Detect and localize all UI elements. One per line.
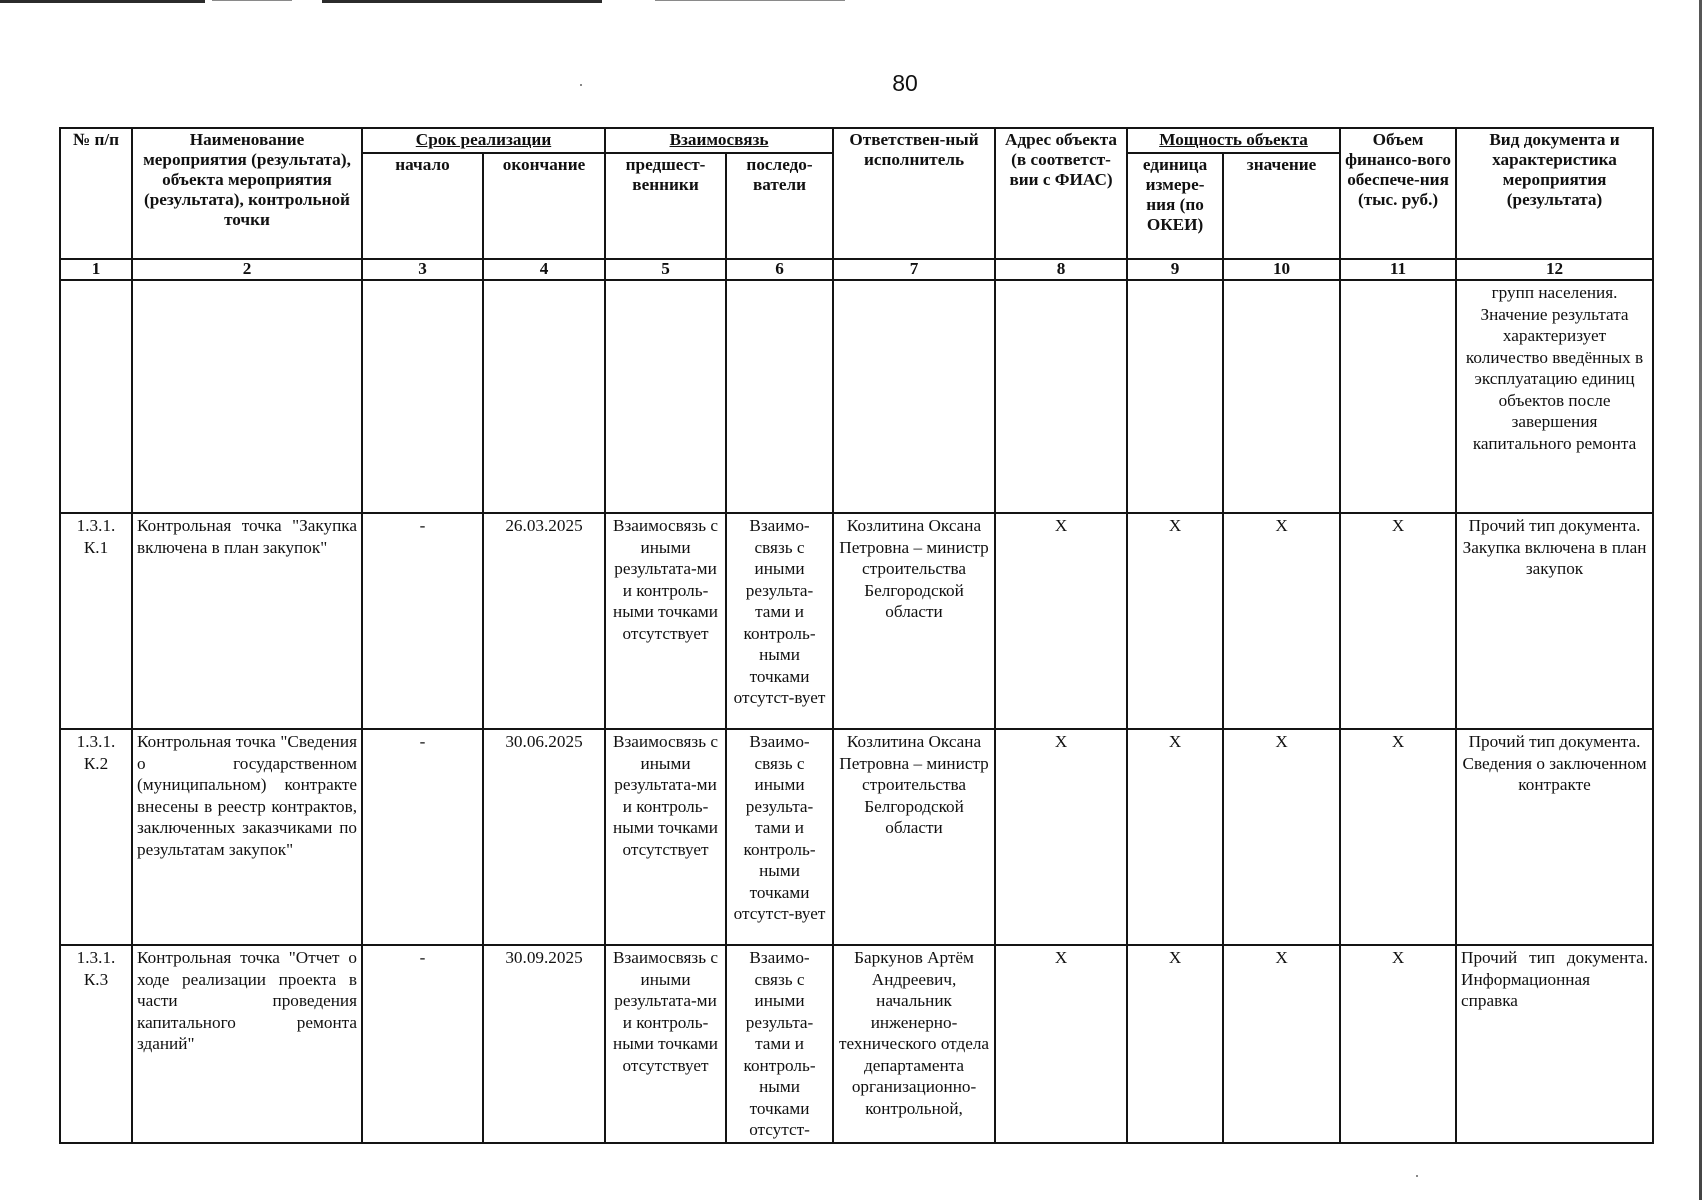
cell-number: 1.3.1. К.1 xyxy=(60,513,132,729)
header-start: начало xyxy=(362,153,483,259)
cell-document: групп населения. Значение результата характеризует количество введённых в эксплуатацию единиц объектов после завершения капитального ремонта xyxy=(1456,280,1653,513)
header-finance: Объем финансо-вого обеспече-ния (тыс. руб.) xyxy=(1340,128,1456,259)
cell-unit xyxy=(1127,280,1223,513)
cell-number: 1.3.1. К.3 xyxy=(60,945,132,1143)
cell-name: Контрольная точка "Закупка включена в план закупок" xyxy=(132,513,362,729)
cell-start: - xyxy=(362,513,483,729)
cell-start: - xyxy=(362,729,483,945)
cell-start xyxy=(362,280,483,513)
cell-address xyxy=(995,280,1127,513)
header-responsible: Ответствен-ный исполнитель xyxy=(833,128,995,259)
cell-finance xyxy=(1340,280,1456,513)
cell-end: 30.06.2025 xyxy=(483,729,605,945)
cell-successors xyxy=(726,280,833,513)
cell-value: Х xyxy=(1223,945,1340,1143)
cell-predecessors xyxy=(605,280,726,513)
header-value: значение xyxy=(1223,153,1340,259)
cell-value: Х xyxy=(1223,513,1340,729)
table-row xyxy=(60,280,1653,513)
header-group-link: Взаимосвязь xyxy=(605,128,833,153)
column-number: 7 xyxy=(833,259,995,280)
column-number: 8 xyxy=(995,259,1127,280)
cell-successors: Взаимо-связь с иными результа-тами и контроль-ными точками отсутст- xyxy=(726,945,833,1143)
cell-finance: Х xyxy=(1340,513,1456,729)
scan-edge-line xyxy=(655,0,845,1)
table-row xyxy=(60,729,1653,945)
cell-document: Прочий тип документа. Закупка включена в план закупок xyxy=(1456,513,1653,729)
column-number: 6 xyxy=(726,259,833,280)
cell-end: 30.09.2025 xyxy=(483,945,605,1143)
cell-predecessors: Взаимосвязь с иными результата-ми и контроль-ными точками отсутствует xyxy=(605,729,726,945)
cell-end xyxy=(483,280,605,513)
activities-table xyxy=(59,127,1654,1144)
column-numbers-row xyxy=(60,259,1653,280)
column-number: 3 xyxy=(362,259,483,280)
column-number: 5 xyxy=(605,259,726,280)
column-number: 1 xyxy=(60,259,132,280)
cell-predecessors: Взаимосвязь с иными результата-ми и контроль-ными точками отсутствует xyxy=(605,513,726,729)
cell-value xyxy=(1223,280,1340,513)
column-number: 11 xyxy=(1340,259,1456,280)
cell-finance: Х xyxy=(1340,729,1456,945)
cell-successors: Взаимо-связь с иными результа-тами и контроль-ными точками отсутст-вует xyxy=(726,729,833,945)
cell-document: Прочий тип документа. Сведения о заключенном контракте xyxy=(1456,729,1653,945)
header-unit: единица измере-ния (по ОКЕИ) xyxy=(1127,153,1223,259)
column-number: 12 xyxy=(1456,259,1653,280)
column-number: 2 xyxy=(132,259,362,280)
cell-document: Прочий тип документа. Информационная справка xyxy=(1456,945,1653,1143)
column-number: 9 xyxy=(1127,259,1223,280)
table-header-row xyxy=(60,128,1653,153)
cell-successors: Взаимо-связь с иными результа-тами и контроль-ными точками отсутст-вует xyxy=(726,513,833,729)
cell-address: Х xyxy=(995,729,1127,945)
cell-number xyxy=(60,280,132,513)
header-group-capacity: Мощность объекта xyxy=(1127,128,1340,153)
cell-number: 1.3.1. К.2 xyxy=(60,729,132,945)
cell-start: - xyxy=(362,945,483,1143)
cell-responsible: Баркунов Артём Андреевич, начальник инженерно-технического отдела департамента организационно-контрольной, xyxy=(833,945,995,1143)
cell-finance: Х xyxy=(1340,945,1456,1143)
header-name: Наименование мероприятия (результата), объекта мероприятия (результата), контрольной точки xyxy=(132,128,362,259)
scan-edge-line xyxy=(322,0,602,3)
cell-responsible: Козлитина Оксана Петровна – министр строительства Белгородской области xyxy=(833,513,995,729)
cell-name: Контрольная точка "Отчет о ходе реализации проекта в части проведения капитального ремонта зданий" xyxy=(132,945,362,1143)
cell-value: Х xyxy=(1223,729,1340,945)
header-document: Вид документа и характеристика мероприятия (результата) xyxy=(1456,128,1653,259)
cell-unit: Х xyxy=(1127,513,1223,729)
table-row xyxy=(60,513,1653,729)
header-group-term: Срок реализации xyxy=(362,128,605,153)
cell-unit: Х xyxy=(1127,729,1223,945)
cell-address: Х xyxy=(995,513,1127,729)
scan-speck xyxy=(1416,1175,1418,1177)
cell-name xyxy=(132,280,362,513)
cell-name: Контрольная точка "Сведения о государственном (муниципальном) контракте внесены в реестр контрактов, заключенных заказчиками по результатам закупок" xyxy=(132,729,362,945)
page-number: 80 xyxy=(892,70,918,96)
header-predecessors: предшест-венники xyxy=(605,153,726,259)
header-number: № п/п xyxy=(60,128,132,259)
cell-predecessors: Взаимосвязь с иными результата-ми и контроль-ными точками отсутствует xyxy=(605,945,726,1143)
scan-edge-line xyxy=(0,0,205,3)
scan-edge-line xyxy=(212,0,292,1)
header-address: Адрес объекта (в соответст-вии с ФИАС) xyxy=(995,128,1127,259)
cell-address: Х xyxy=(995,945,1127,1143)
header-successors: последо-ватели xyxy=(726,153,833,259)
column-number: 10 xyxy=(1223,259,1340,280)
table-row xyxy=(60,945,1653,1143)
column-number: 4 xyxy=(483,259,605,280)
cell-responsible: Козлитина Оксана Петровна – министр строительства Белгородской области xyxy=(833,729,995,945)
header-end: окончание xyxy=(483,153,605,259)
cell-unit: Х xyxy=(1127,945,1223,1143)
cell-responsible xyxy=(833,280,995,513)
cell-end: 26.03.2025 xyxy=(483,513,605,729)
